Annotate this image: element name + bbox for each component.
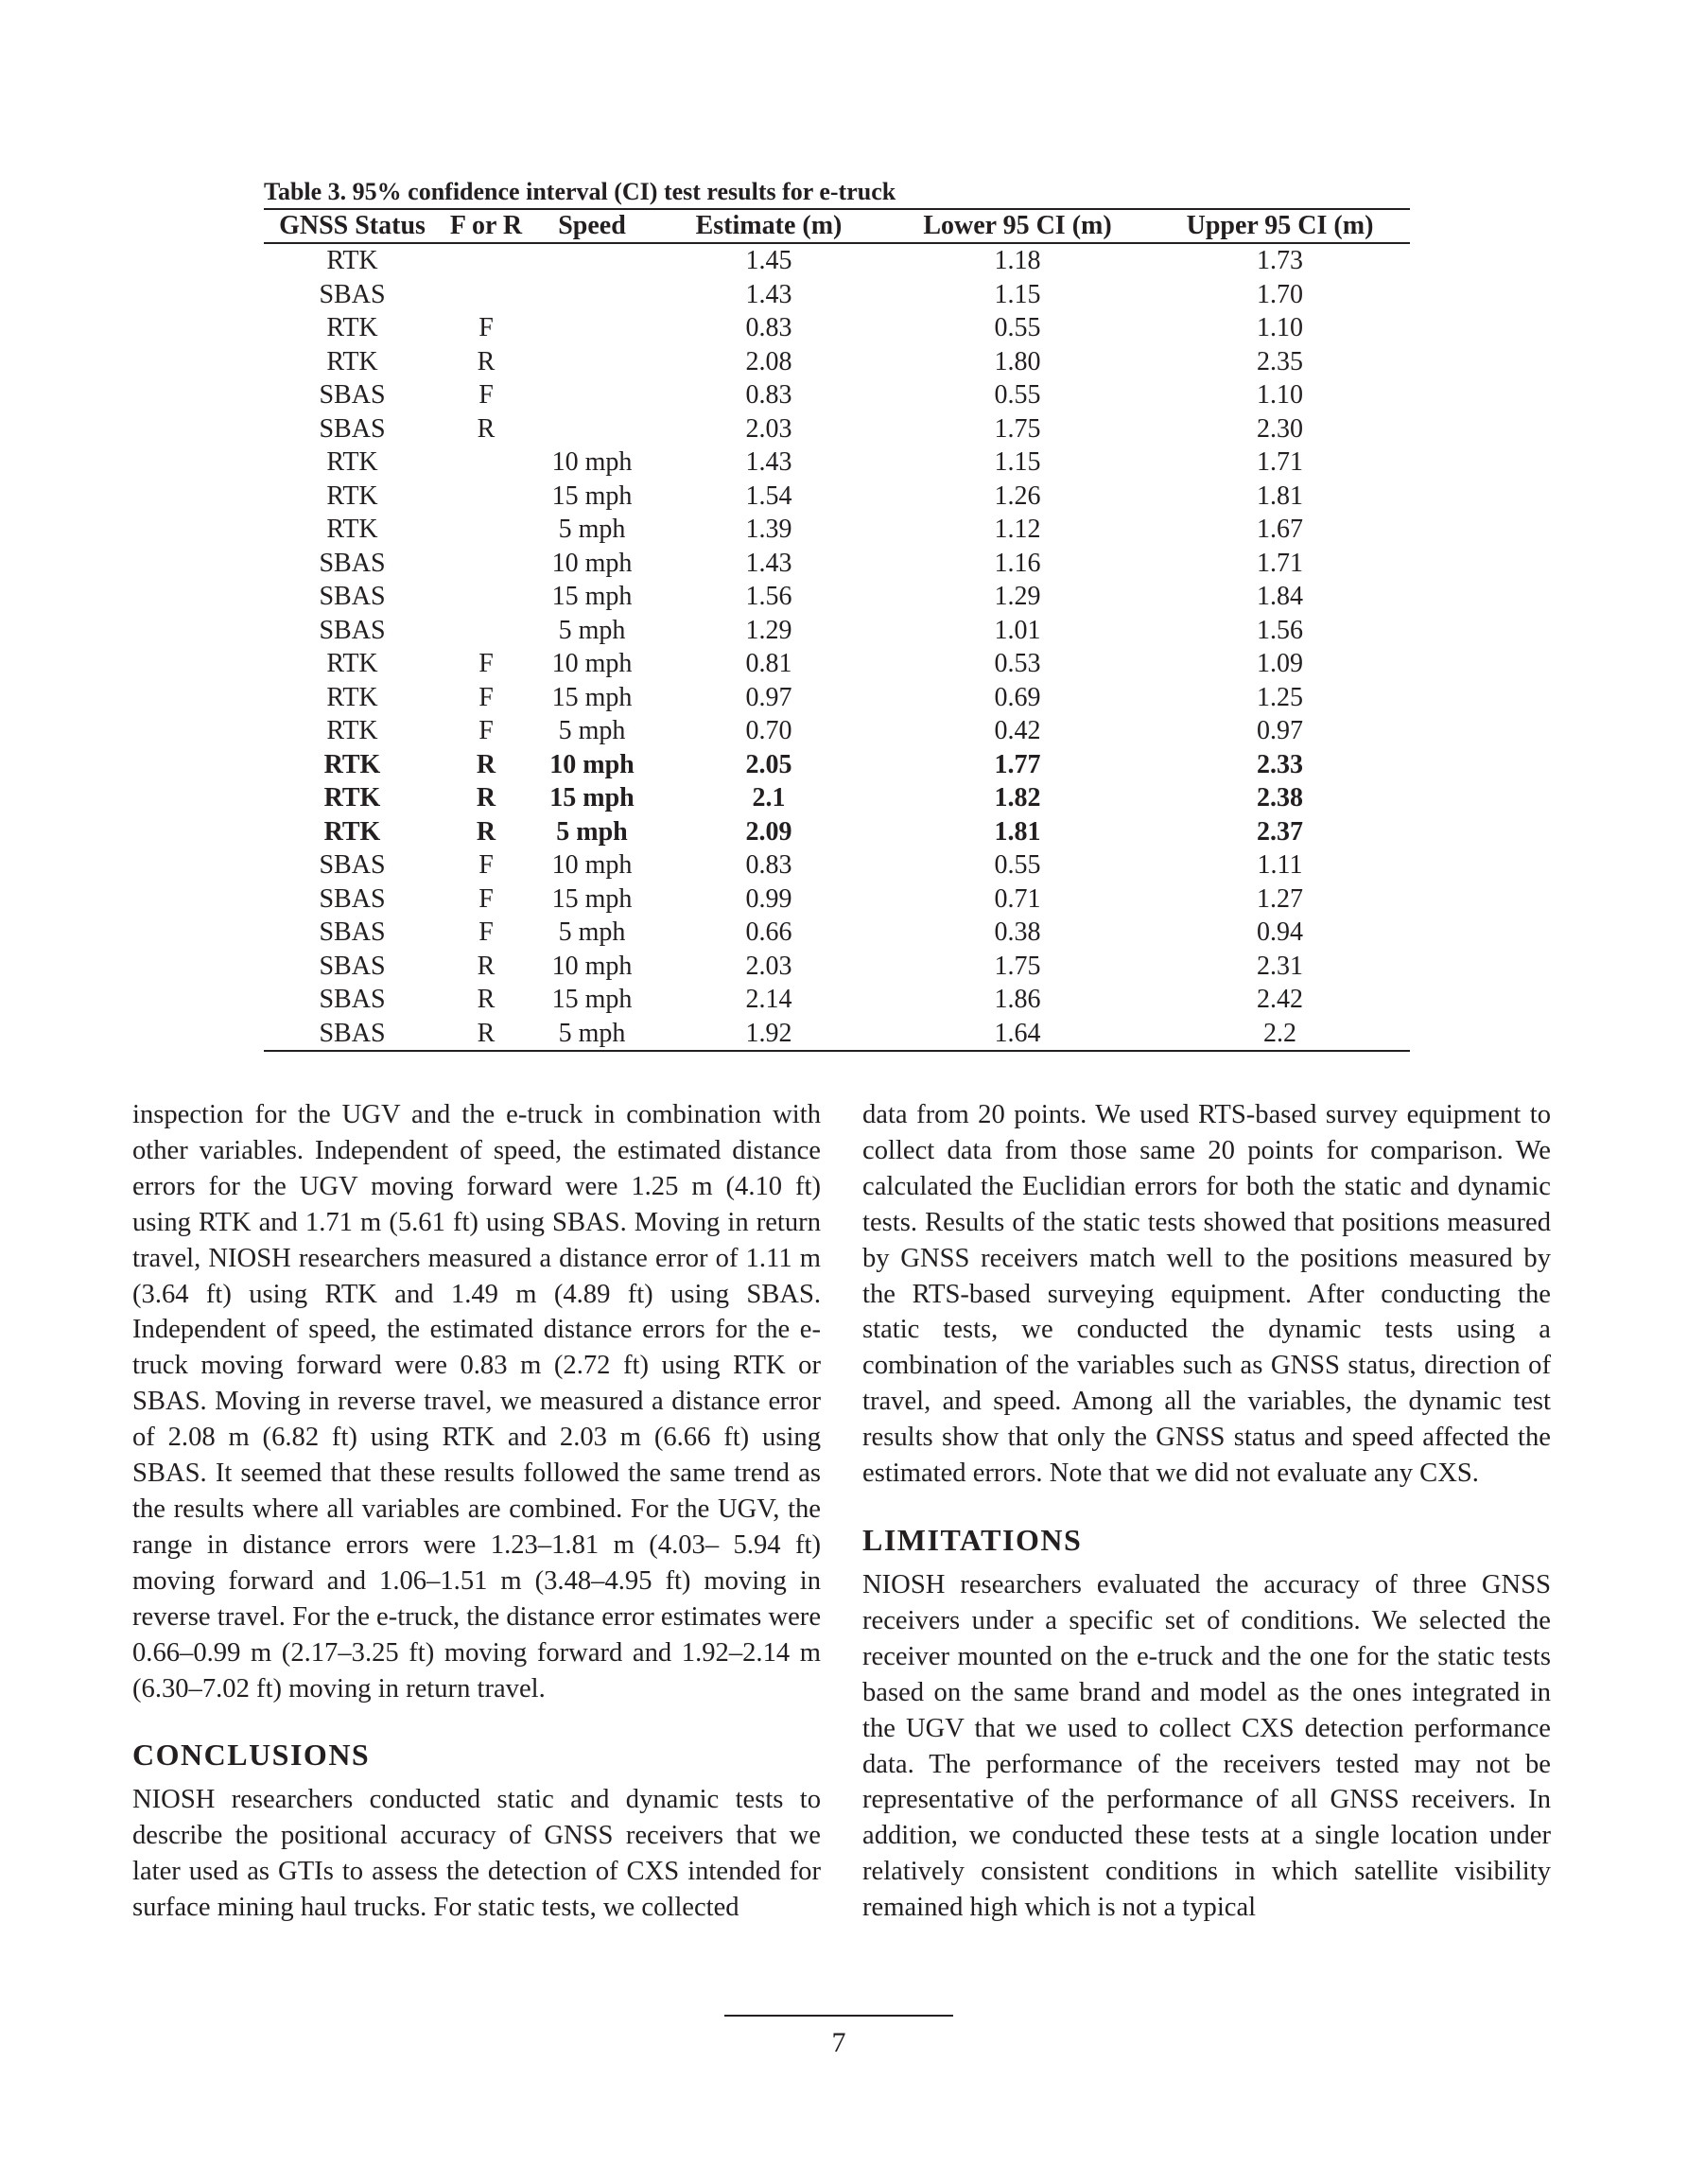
cell-gnss-status: SBAS	[319, 279, 386, 309]
cell-upper-ci: 2.33	[1257, 749, 1303, 779]
cell-upper-ci: 1.71	[1257, 447, 1303, 477]
table-row	[264, 480, 1410, 514]
cell-upper-ci: 0.94	[1257, 917, 1303, 947]
cell-upper-ci: 1.56	[1257, 615, 1303, 645]
cell-speed	[531, 311, 652, 345]
right-column	[862, 1097, 1551, 1926]
cell-estimate: 1.45	[745, 246, 792, 275]
table-row	[264, 815, 1410, 849]
cell-gnss-status: RTK	[323, 783, 381, 812]
cell-direction	[441, 446, 531, 480]
cell-direction: F	[478, 313, 494, 342]
cell-gnss-status: SBAS	[319, 615, 386, 645]
cell-speed: 15 mph	[551, 985, 633, 1014]
cell-direction	[441, 580, 531, 614]
cell-estimate: 0.83	[745, 850, 792, 880]
cell-direction	[441, 480, 531, 514]
page-number: 7	[831, 2027, 846, 2058]
cell-estimate: 0.97	[745, 682, 792, 712]
cell-upper-ci: 2.2	[1150, 1017, 1410, 1052]
cell-speed: 15 mph	[551, 682, 633, 712]
cell-gnss-status: RTK	[326, 682, 378, 712]
cell-direction: R	[441, 1017, 531, 1052]
cell-upper-ci: 2.38	[1257, 783, 1303, 812]
cell-lower-ci: 1.86	[994, 985, 1041, 1014]
cell-speed: 10 mph	[551, 951, 633, 981]
cell-direction: F	[478, 380, 494, 410]
cell-lower-ci: 1.12	[994, 515, 1041, 544]
cell-estimate: 2.1	[752, 783, 786, 812]
cell-gnss-status: SBAS	[319, 582, 386, 611]
table-row	[264, 446, 1410, 480]
cell-upper-ci: 1.81	[1257, 480, 1303, 511]
cell-estimate: 2.14	[745, 985, 792, 1014]
cell-direction	[441, 614, 531, 648]
column-header-upper-ci: Upper 95 CI (m)	[1150, 209, 1410, 243]
cell-estimate: 2.03	[745, 951, 792, 981]
cell-direction	[441, 547, 531, 581]
cell-direction: R	[477, 985, 496, 1014]
table-row	[264, 848, 1410, 882]
cell-estimate: 1.39	[745, 515, 792, 544]
cell-gnss-status: SBAS	[319, 850, 386, 880]
cell-lower-ci: 0.55	[994, 850, 1041, 880]
cell-upper-ci: 1.10	[1257, 380, 1303, 410]
cell-lower-ci: 1.26	[994, 480, 1041, 511]
cell-direction: F	[478, 649, 494, 678]
cell-lower-ci: 1.80	[994, 346, 1041, 376]
cell-lower-ci: 1.82	[994, 783, 1041, 812]
cell-upper-ci: 1.73	[1257, 246, 1303, 275]
cell-upper-ci: 2.35	[1257, 346, 1303, 376]
cell-upper-ci: 1.09	[1257, 649, 1303, 678]
cell-gnss-status: SBAS	[319, 883, 386, 914]
cell-upper-ci: 1.70	[1257, 279, 1303, 309]
cell-gnss-status: SBAS	[319, 380, 386, 410]
cell-upper-ci: 1.71	[1257, 548, 1303, 578]
cell-direction: F	[478, 682, 494, 712]
cell-speed: 5 mph	[558, 917, 626, 947]
cell-speed: 5 mph	[556, 816, 628, 847]
cell-lower-ci: 1.15	[994, 447, 1041, 477]
cell-gnss-status: SBAS	[319, 917, 386, 947]
cell-gnss-status: RTK	[326, 515, 378, 544]
cell-lower-ci: 0.55	[994, 380, 1041, 410]
cell-direction: R	[477, 346, 496, 376]
cell-gnss-status: RTK	[326, 246, 378, 275]
table-row	[264, 243, 1410, 278]
cell-gnss-status: RTK	[326, 649, 378, 678]
cell-upper-ci: 1.25	[1257, 682, 1303, 712]
table-row	[264, 378, 1410, 412]
cell-gnss-status: SBAS	[264, 1017, 441, 1052]
left-column	[132, 1097, 821, 1926]
cell-estimate: 0.81	[745, 649, 792, 678]
cell-upper-ci: 1.10	[1257, 313, 1303, 342]
cell-estimate: 0.83	[745, 313, 792, 342]
cell-lower-ci: 1.01	[994, 615, 1041, 645]
table-row	[264, 748, 1410, 782]
cell-upper-ci: 1.11	[1257, 850, 1303, 880]
cell-direction	[441, 243, 531, 278]
cell-estimate: 1.43	[745, 548, 792, 578]
cell-direction: R	[476, 816, 496, 847]
cell-direction: F	[478, 917, 494, 947]
cell-estimate: 0.70	[745, 716, 792, 745]
cell-gnss-status: RTK	[326, 313, 378, 342]
cell-lower-ci: 0.55	[994, 313, 1041, 342]
column-header-lower-ci: Lower 95 CI (m)	[885, 209, 1150, 243]
section-heading-conclusions: CONCLUSIONS	[132, 1738, 371, 1773]
cell-speed: 15 mph	[551, 480, 633, 511]
table-header-row	[264, 209, 1410, 243]
cell-gnss-status: RTK	[323, 749, 381, 779]
body-paragraph: inspection for the UGV and the e-truck in combination with other variables. Independent of speed, the estimated distance errors for the UGV moving forward were 1.25 m (4.10 ft) using RTK and 1.71 m (5.61 ft) using SBAS. Moving in return travel, NIOSH researchers measured a distance error of 1.11 m (3.64 ft) using RTK and 1.49 m (4.89 ft) using SBAS. Independent of speed, the estimated distance errors for the e-truck moving forward were 0.83 m (2.72 ft) using RTK or SBAS. Moving in reverse travel, we measured a distance error of 2.08 m (6.82 ft) using RTK and 2.03 m (6.66 ft) using SBAS. It seemed that these results followed the same trend as the results where all variables are combined. For the UGV, the range in distance errors were 1.23–1.81 m (4.03– 5.94 ft) moving forward and 1.06–1.51 m (3.48–4.95 ft) moving in reverse travel. For the e-truck, the distance error estimates were 0.66–0.99 m (2.17–3.25 ft) moving forward and 1.92–2.14 m (6.30–7.02 ft) moving in return travel.	[132, 1100, 822, 1704]
cell-speed	[531, 278, 652, 312]
table-row	[264, 547, 1410, 581]
cell-upper-ci: 1.84	[1257, 582, 1303, 611]
table-row	[264, 345, 1410, 379]
cell-lower-ci: 1.64	[885, 1017, 1150, 1052]
cell-upper-ci: 2.30	[1257, 413, 1303, 444]
cell-upper-ci: 0.97	[1257, 716, 1303, 745]
cell-speed: 5 mph	[531, 1017, 652, 1052]
table-row	[264, 983, 1410, 1017]
table-caption: Table 3. 95% confidence interval (CI) test results for e-truck	[264, 178, 896, 205]
column-header-speed: Speed	[531, 209, 652, 243]
cell-speed	[531, 345, 652, 379]
table-row	[264, 714, 1410, 748]
cell-speed: 15 mph	[551, 883, 633, 914]
ci-results-table	[264, 208, 1410, 1052]
cell-estimate: 1.43	[745, 447, 792, 477]
table-row	[264, 311, 1410, 345]
cell-lower-ci: 1.75	[994, 413, 1041, 444]
cell-lower-ci: 1.77	[994, 749, 1041, 779]
cell-lower-ci: 0.42	[994, 716, 1041, 745]
footer-rule	[724, 2015, 953, 2017]
cell-estimate: 2.05	[745, 749, 792, 779]
cell-speed: 10 mph	[551, 447, 633, 477]
cell-gnss-status: RTK	[326, 716, 378, 745]
cell-estimate: 1.43	[745, 279, 792, 309]
cell-gnss-status: SBAS	[319, 413, 386, 444]
cell-speed: 15 mph	[549, 783, 635, 812]
cell-estimate: 0.99	[745, 883, 792, 914]
table-body	[264, 243, 1410, 1051]
cell-lower-ci: 1.81	[994, 816, 1041, 847]
table-row	[264, 916, 1410, 950]
cell-gnss-status: RTK	[323, 816, 381, 847]
cell-lower-ci: 1.29	[994, 582, 1041, 611]
table-row	[264, 882, 1410, 917]
cell-lower-ci: 1.18	[994, 246, 1041, 275]
cell-estimate: 1.92	[652, 1017, 885, 1052]
cell-gnss-status: RTK	[326, 480, 378, 511]
cell-upper-ci: 1.67	[1257, 515, 1303, 544]
column-header-gnss-status: GNSS Status	[264, 209, 441, 243]
cell-lower-ci: 0.38	[994, 917, 1041, 947]
cell-direction	[441, 513, 531, 547]
cell-direction: F	[478, 850, 494, 880]
cell-lower-ci: 0.69	[994, 682, 1041, 712]
cell-estimate: 2.08	[745, 346, 792, 376]
column-header-estimate: Estimate (m)	[652, 209, 885, 243]
cell-estimate: 0.66	[745, 917, 792, 947]
cell-gnss-status: SBAS	[319, 985, 386, 1014]
table-row	[264, 614, 1410, 648]
table-row	[264, 278, 1410, 312]
cell-direction: R	[476, 749, 496, 779]
table-row	[264, 412, 1410, 446]
table-row	[264, 580, 1410, 614]
body-paragraph: NIOSH researchers conducted static and dynamic tests to describe the positional accuracy of GNSS receivers that we later used as GTIs to assess the detection of CXS intended for surface mining haul trucks. For static tests, we collected	[132, 1785, 821, 1923]
table-row	[264, 513, 1410, 547]
cell-direction: R	[477, 413, 496, 444]
cell-speed	[531, 243, 652, 278]
cell-upper-ci: 2.31	[1257, 951, 1303, 981]
cell-speed: 10 mph	[549, 749, 635, 779]
cell-estimate: 2.09	[745, 816, 792, 847]
table-row	[264, 950, 1410, 984]
cell-lower-ci: 1.15	[994, 279, 1041, 309]
cell-direction: R	[477, 951, 496, 981]
cell-speed	[531, 412, 652, 446]
cell-direction: F	[478, 716, 494, 745]
cell-upper-ci: 2.42	[1257, 985, 1303, 1014]
cell-upper-ci: 2.37	[1257, 816, 1303, 847]
cell-speed: 10 mph	[551, 649, 633, 678]
cell-speed: 5 mph	[558, 615, 626, 645]
cell-gnss-status: SBAS	[319, 548, 386, 578]
cell-direction: R	[476, 783, 496, 812]
table-row	[264, 647, 1410, 681]
cell-estimate: 1.56	[745, 582, 792, 611]
table-block	[264, 176, 1410, 1052]
cell-lower-ci: 0.53	[994, 649, 1041, 678]
body-paragraph: NIOSH researchers evaluated the accuracy of three GNSS receivers under a specific set of conditions. We selected the receiver mounted on the e-truck and the one for the static tests based on the same brand and model as the ones integrated in the UGV that we used to collect CXS detection performance data. The performance of the receivers tested may not be representative of the performance of all GNSS receivers. In addition, we conducted these tests at a single location under relatively consistent conditions in which satellite visibility remained high which is not a typical	[862, 1569, 1551, 1923]
cell-direction	[441, 278, 531, 312]
cell-estimate: 0.83	[745, 380, 792, 410]
cell-upper-ci: 1.27	[1257, 883, 1303, 914]
cell-estimate: 2.03	[745, 413, 792, 444]
cell-estimate: 1.29	[745, 615, 792, 645]
column-header-direction: F or R	[441, 209, 531, 243]
cell-speed	[531, 378, 652, 412]
cell-speed: 10 mph	[551, 850, 633, 880]
cell-gnss-status: RTK	[326, 447, 378, 477]
cell-gnss-status: RTK	[326, 346, 378, 376]
cell-speed: 5 mph	[558, 716, 626, 745]
table-row	[264, 681, 1410, 715]
table-row	[264, 1017, 1410, 1052]
body-paragraph: data from 20 points. We used RTS-based survey equipment to collect data from those same 20 points for comparison. We calculated the Euclidian errors for both the static and dynamic tests. Results of the static tests showed that positions measured by GNSS receivers match well to the positions measured by the RTS-based surveying equipment. After conducting the static tests, we conducted the dynamic tests using a combination of the variables such as GNSS status, direction of travel, and speed. Among all the variables, the dynamic test results show that only the GNSS status and speed affected the estimated errors. Note that we did not evaluate any CXS.	[862, 1100, 1551, 1489]
cell-speed: 15 mph	[551, 582, 633, 611]
cell-direction: F	[478, 883, 494, 914]
cell-speed: 10 mph	[551, 548, 633, 578]
cell-lower-ci: 0.71	[994, 883, 1041, 914]
table-row	[264, 781, 1410, 815]
cell-speed: 5 mph	[558, 515, 626, 544]
cell-lower-ci: 1.16	[994, 548, 1041, 578]
cell-gnss-status: SBAS	[319, 951, 386, 981]
cell-lower-ci: 1.75	[994, 951, 1041, 981]
section-heading-limitations: LIMITATIONS	[862, 1522, 1083, 1557]
cell-estimate: 1.54	[745, 480, 792, 511]
